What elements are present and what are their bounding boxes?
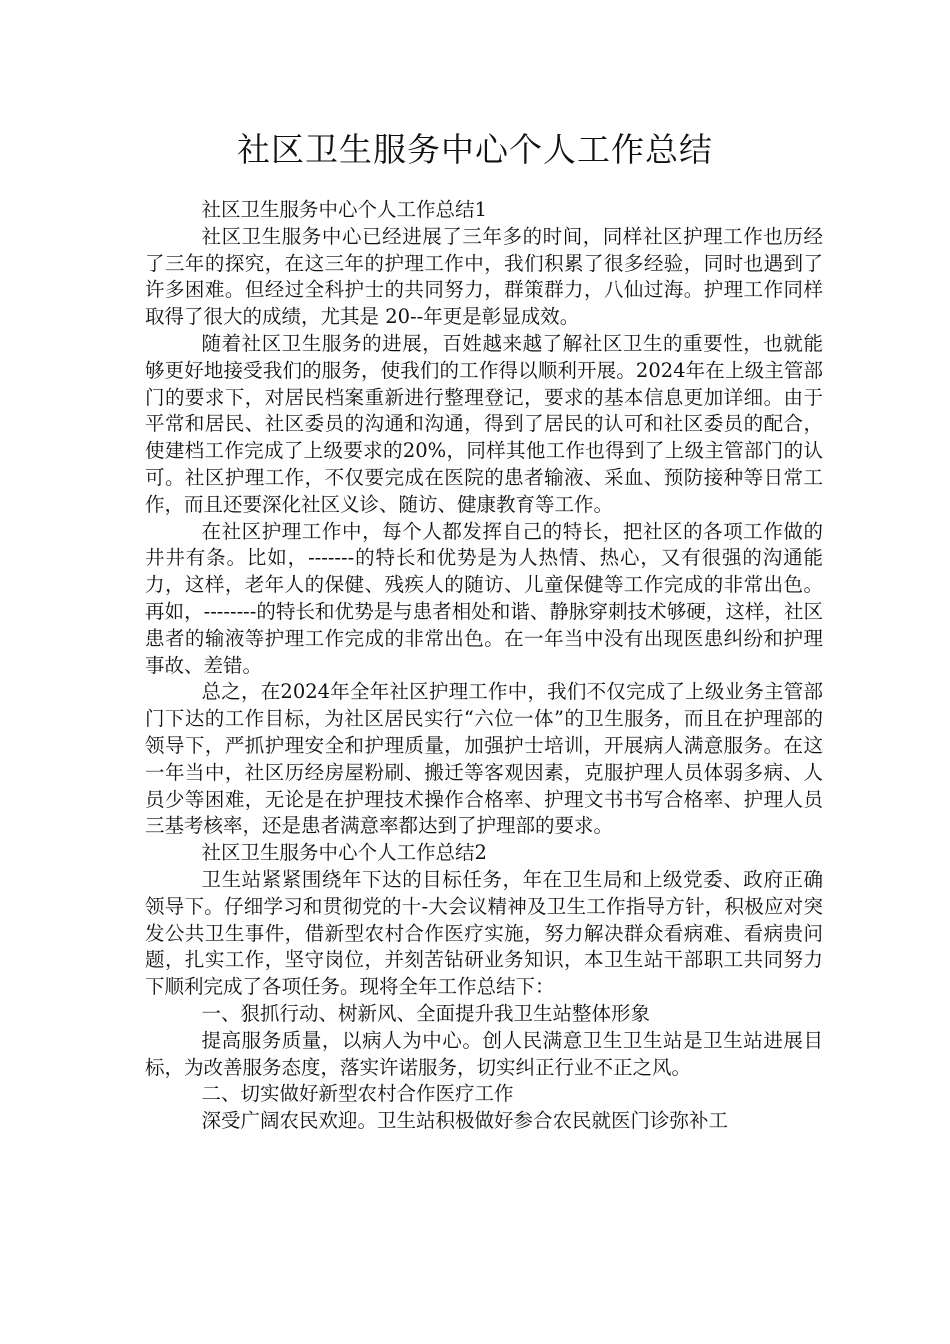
paragraph: 在社区护理工作中，每个人都发挥自己的特长，把社区的各项工作做的井井有条。比如，-------的特长和优势是为人热情、热心，又有很强的沟通能力，这样，老年人的保健、残疾人的随访、儿童保健等工作完成的非常出色。再如，--------的特长和优势是与患者相处和谐、静脉穿刺技术够硬，这样，社区患者的输液等护理工作完成的非常出色。在一年当中没有出现医患纠纷和护理事故、差错。 [145, 519, 823, 677]
paragraph: 随着社区卫生服务的进展，百姓越来越了解社区卫生的重要性，也就能够更好地接受我们的服务，使我们的工作得以顺利开展。2024年在上级主管部门的要求下，对居民档案重新进行整理登记，要求的基本信息更加详细。由于平常和居民、社区委员的沟通和沟通，得到了居民的认可和社区委员的配合，使建档工作完成了上级要求的20%，同样其他工作也得到了上级主管部门的认可。社区护理工作，不仅要完成在医院的患者输液、采血、预防接种等日常工作，而且还要深化社区义诊、随访、健康教育等工作。 [145, 331, 823, 516]
paragraph: 提高服务质量，以病人为中心。创人民满意卫生卫生站是卫生站进展目标，为改善服务态度，落实许诺服务，切实纠正行业不正之风。 [145, 1028, 823, 1079]
paragraph: 卫生站紧紧围绕年下达的目标任务，年在卫生局和上级党委、政府正确领导下。仔细学习和贯彻党的十-大会议精神及卫生工作指导方针，积极应对突发公共卫生事件，借新型农村合作医疗实施，努力解决群众看病难、看病贵问题，扎实工作，坚守岗位，并刻苦钻研业务知识，本卫生站干部职工共同努力下顺利完成了各项任务。现将全年工作总结下： [145, 867, 823, 999]
document-body [145, 197, 823, 1135]
paragraph: 社区卫生服务中心已经进展了三年多的时间，同样社区护理工作也历经了三年的探究，在这三年的护理工作中，我们积累了很多经验，同时也遇到了许多困难。但经过全科护士的共同努力，群策群力，八仙过海。护理工作同样取得了很大的成绩，尤其是 20--年更是彰显成效。 [145, 224, 823, 329]
section-heading-2: 社区卫生服务中心个人工作总结2 [201, 841, 487, 865]
document-title: 社区卫生服务中心个人工作总结 [237, 130, 713, 169]
section-heading-1: 社区卫生服务中心个人工作总结1 [201, 198, 487, 221]
subheading: 一、狠抓行动、树新风、全面提升我卫生站整体形象 [201, 1001, 651, 1025]
paragraph: 深受广阔农民欢迎。卫生站积极做好参合农民就医门诊弥补工 [201, 1109, 729, 1133]
subheading: 二、切实做好新型农村合作医疗工作 [201, 1082, 514, 1106]
paragraph: 总之，在2024年全年社区护理工作中，我们不仅完成了上级业务主管部门下达的工作目标，为社区居民实行“六位一体”的卫生服务，而且在护理部的领导下，严抓护理安全和护理质量，加强护士培训，开展病人满意服务。在这一年当中，社区历经房屋粉刷、搬迁等客观因素，克服护理人员体弱多病、人员少等困难，无论是在护理技术操作合格率、护理文书书写合格率、护理人员三基考核率，还是患者满意率都达到了护理部的要求。 [145, 680, 823, 838]
